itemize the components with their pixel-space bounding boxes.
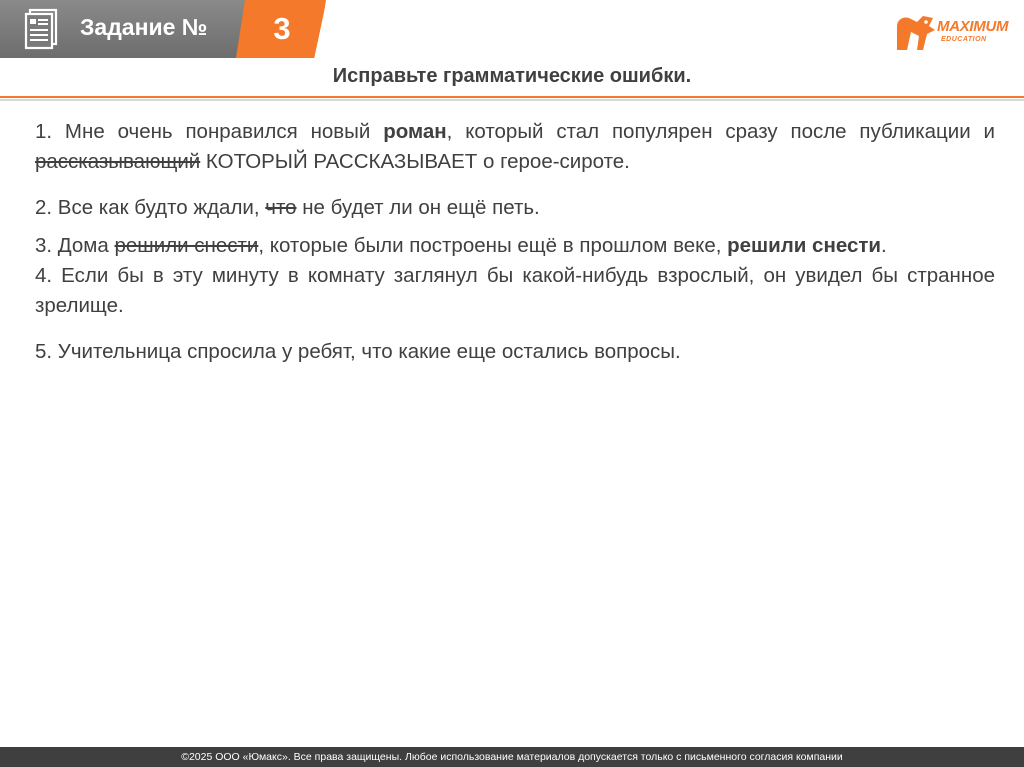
sentence-1-bold-word: роман — [383, 120, 447, 143]
task-number: 3 — [273, 11, 291, 46]
sentence-1 — [35, 117, 995, 177]
divider — [0, 96, 1024, 98]
sentence-2 — [35, 193, 995, 223]
page-title: Исправьте грамматические ошибки. — [332, 65, 692, 87]
sentence-3-start: 3. Дома — [35, 234, 115, 257]
sentence-1-struck-word: рассказывающий — [35, 150, 201, 173]
sentence-2-end: не будет ли он ещё петь. — [296, 196, 540, 219]
divider-shadow — [0, 99, 1024, 101]
maximum-logo-icon — [893, 12, 937, 56]
sentence-3-struck-phrase: решили снести — [114, 234, 259, 257]
sentence-3 — [35, 231, 995, 261]
sentence-1-end: КОТОРЫЙ РАССКАЗЫВАЕТ о герое-сироте. — [200, 150, 630, 173]
sentence-2-start: 2. Все как будто ждали, — [35, 196, 266, 219]
sentence-3-bold-phrase: решили снести — [727, 234, 882, 257]
sentence-3-end: . — [881, 234, 887, 257]
task-content — [35, 117, 995, 367]
logo-subtitle: EDUCATION — [941, 36, 987, 43]
task-label: Задание № — [80, 14, 208, 40]
footer-copyright: ©2025 ООО «Юмакс». Все права защищены. Любое использование материалов допускается только с письменного согласия компании — [0, 747, 1024, 767]
logo-name: MAXIMUM — [937, 18, 1009, 35]
sentence-1-start: 1. Мне очень понравился новый — [35, 120, 384, 143]
sentence-3-middle: , которые были построены ещё в прошлом веке, — [258, 234, 728, 257]
sentence-4: 4. Если бы в эту минуту в комнату заглянул бы какой-нибудь взрослый, он увидел бы странное зрелище. — [35, 264, 995, 317]
sentence-5: 5. Учительница спросила у ребят, что какие еще остались вопросы. — [35, 340, 681, 363]
maximum-logo — [893, 12, 1023, 56]
document-icon — [24, 8, 60, 50]
sentence-1-middle: , который стал популярен сразу после публикации и — [446, 120, 995, 143]
sentence-2-struck-word: что — [265, 196, 297, 219]
